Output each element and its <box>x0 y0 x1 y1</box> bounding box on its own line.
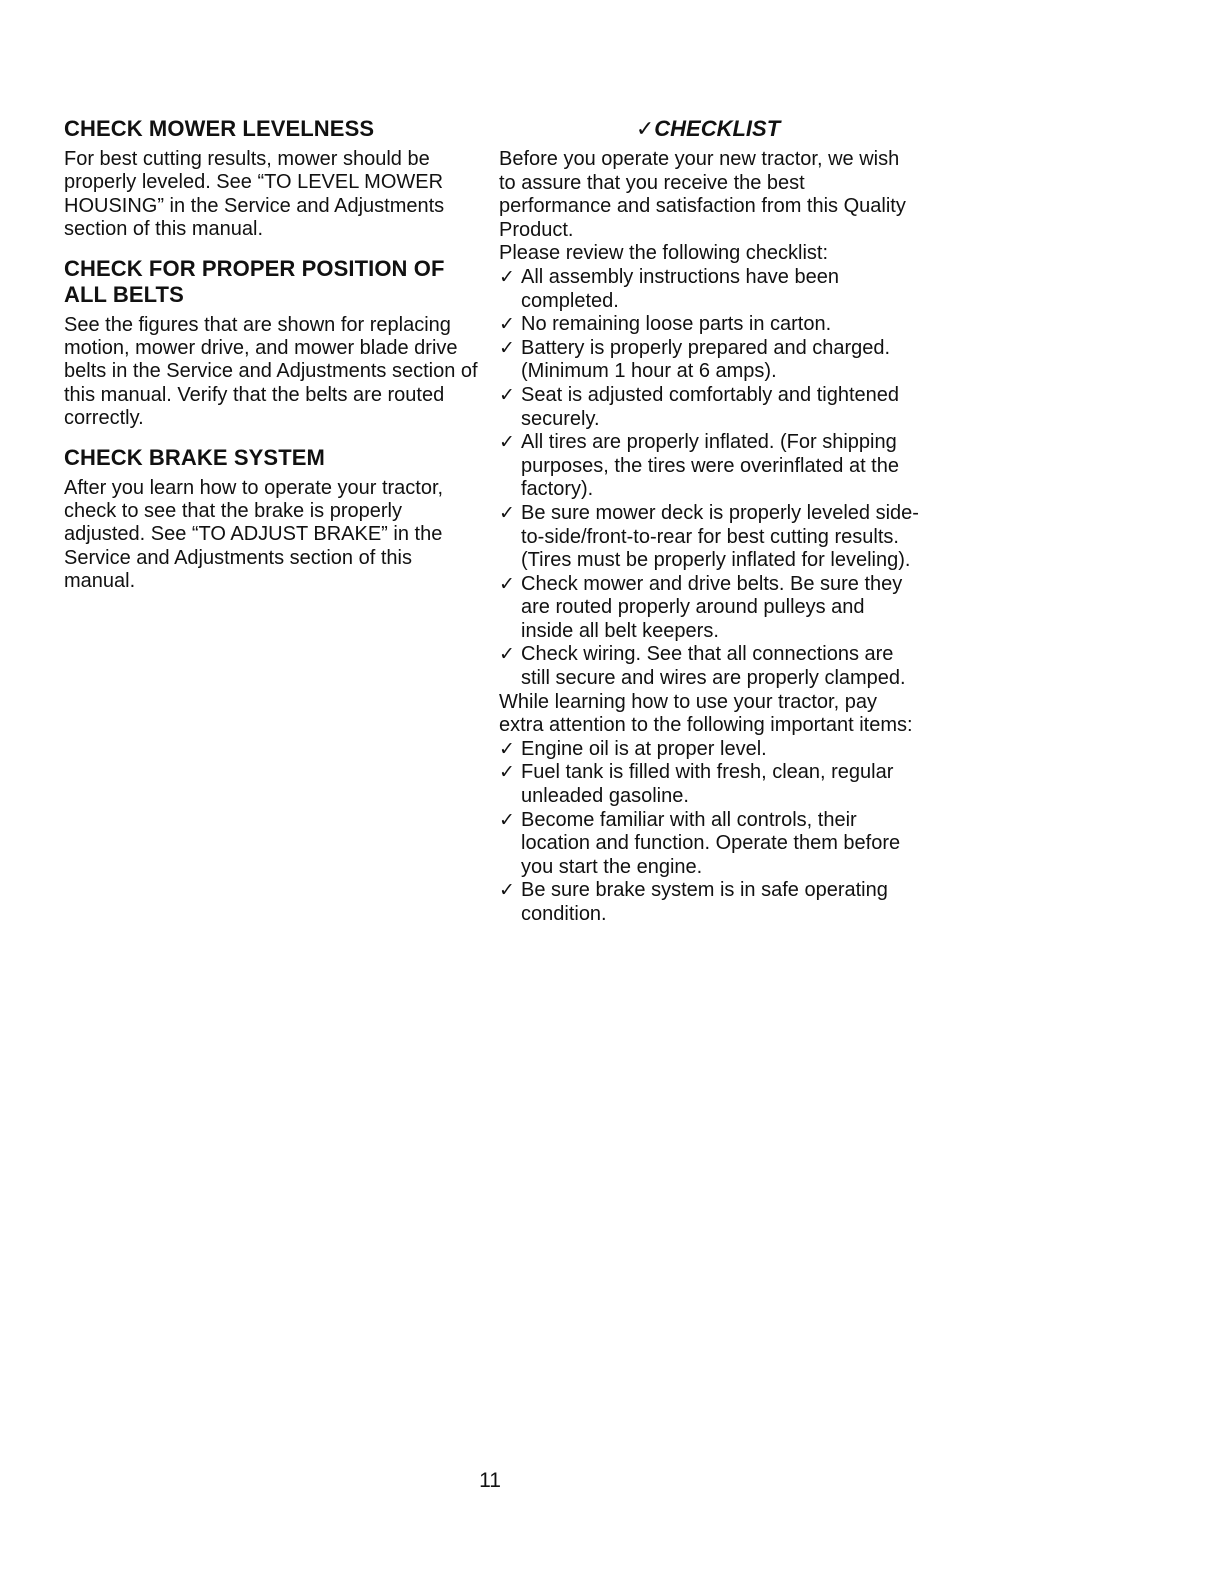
check-mark-icon: ✓ <box>499 266 515 288</box>
checklist-list <box>499 266 919 691</box>
list-item <box>499 573 919 644</box>
list-item <box>499 337 919 384</box>
check-mark-icon: ✓ <box>499 502 515 524</box>
check-mark-icon: ✓ <box>499 738 515 760</box>
list-item-text: All tires are properly inflated. (For shipping purposes, the tires were overinflated at the factory). <box>521 431 899 501</box>
section-body-belts: See the figures that are shown for replacing motion, mower drive, and mower blade drive belts in the Service and Adjustments section of this manual. Verify that the belts are routed correctly. <box>64 313 478 430</box>
important-items-list <box>499 738 919 927</box>
check-mark-icon: ✓ <box>499 384 515 406</box>
list-item <box>499 313 919 337</box>
check-mark-icon: ✓ <box>499 762 515 784</box>
list-item-text: Battery is properly prepared and charged. (Minimum 1 hour at 6 amps). <box>521 336 891 383</box>
list-item <box>499 738 919 762</box>
list-item-text: Become familiar with all controls, their location and function. Operate them before you start the engine. <box>521 808 901 878</box>
list-item <box>499 879 919 926</box>
list-item-text: No remaining loose parts in carton. <box>521 313 832 336</box>
list-item-text: Check wiring. See that all connections are still secure and wires are properly clamped. <box>521 643 906 690</box>
list-item <box>499 809 919 880</box>
list-item <box>499 266 919 313</box>
list-item-text: Fuel tank is filled with fresh, clean, regular unleaded gasoline. <box>521 761 894 808</box>
checklist-title: ✓CHECKLIST <box>635 116 781 141</box>
section-title-brake: CHECK BRAKE SYSTEM <box>64 444 325 470</box>
right-column <box>499 116 919 927</box>
learning-intro: While learning how to use your tractor, pay extra attention to the following important items: <box>499 690 913 737</box>
list-item-text: Be sure brake system is in safe operating condition. <box>521 879 888 925</box>
list-item-text: Check mower and drive belts. Be sure they are routed properly around pulleys and inside all belt keepers. <box>521 572 903 642</box>
check-mark-icon: ✓ <box>499 809 515 831</box>
check-mark-icon: ✓ <box>499 337 515 359</box>
list-item-text: Seat is adjusted comfortably and tightened securely. <box>521 383 900 430</box>
checklist-intro: Before you operate your new tractor, we wish to assure that you receive the best performance and satisfaction from this Quality Product. <box>499 148 906 241</box>
list-item-text: Be sure mower deck is properly leveled side-to-side/front-to-rear for best cutting results. (Tires must be properly inflated for leveling). <box>521 501 919 572</box>
section-title-mower-levelness: CHECK MOWER LEVELNESS <box>64 116 375 141</box>
check-mark-icon: ✓ <box>499 432 515 454</box>
check-mark-icon: ✓ <box>499 644 515 666</box>
list-item-text: All assembly instructions have been completed. <box>521 265 839 312</box>
list-item-text: Engine oil is at proper level. <box>521 737 767 760</box>
check-mark-icon: ✓ <box>499 314 515 336</box>
page-number: 11 <box>479 1469 501 1492</box>
check-mark-icon: ✓ <box>499 573 515 595</box>
section-body-brake: After you learn how to operate your tractor, check to see that the brake is properly adjusted. See “TO ADJUST BRAKE” in the Service and Adjustments section of this manual. <box>64 476 444 593</box>
check-mark-icon: ✓ <box>499 880 515 902</box>
section-body-mower-levelness: For best cutting results, mower should be properly leveled. See “TO LEVEL MOWER HOUSING” in the Service and Adjustments section of this manual. <box>64 148 445 241</box>
list-item <box>499 384 919 431</box>
list-item <box>499 761 919 808</box>
list-item <box>499 643 919 690</box>
left-column <box>64 116 484 608</box>
list-item <box>499 431 919 502</box>
checklist-review-prompt: Please review the following checklist: <box>499 242 829 265</box>
section-title-belts: CHECK FOR PROPER POSITION OF ALL BELTS <box>64 255 445 307</box>
list-item <box>499 502 919 573</box>
